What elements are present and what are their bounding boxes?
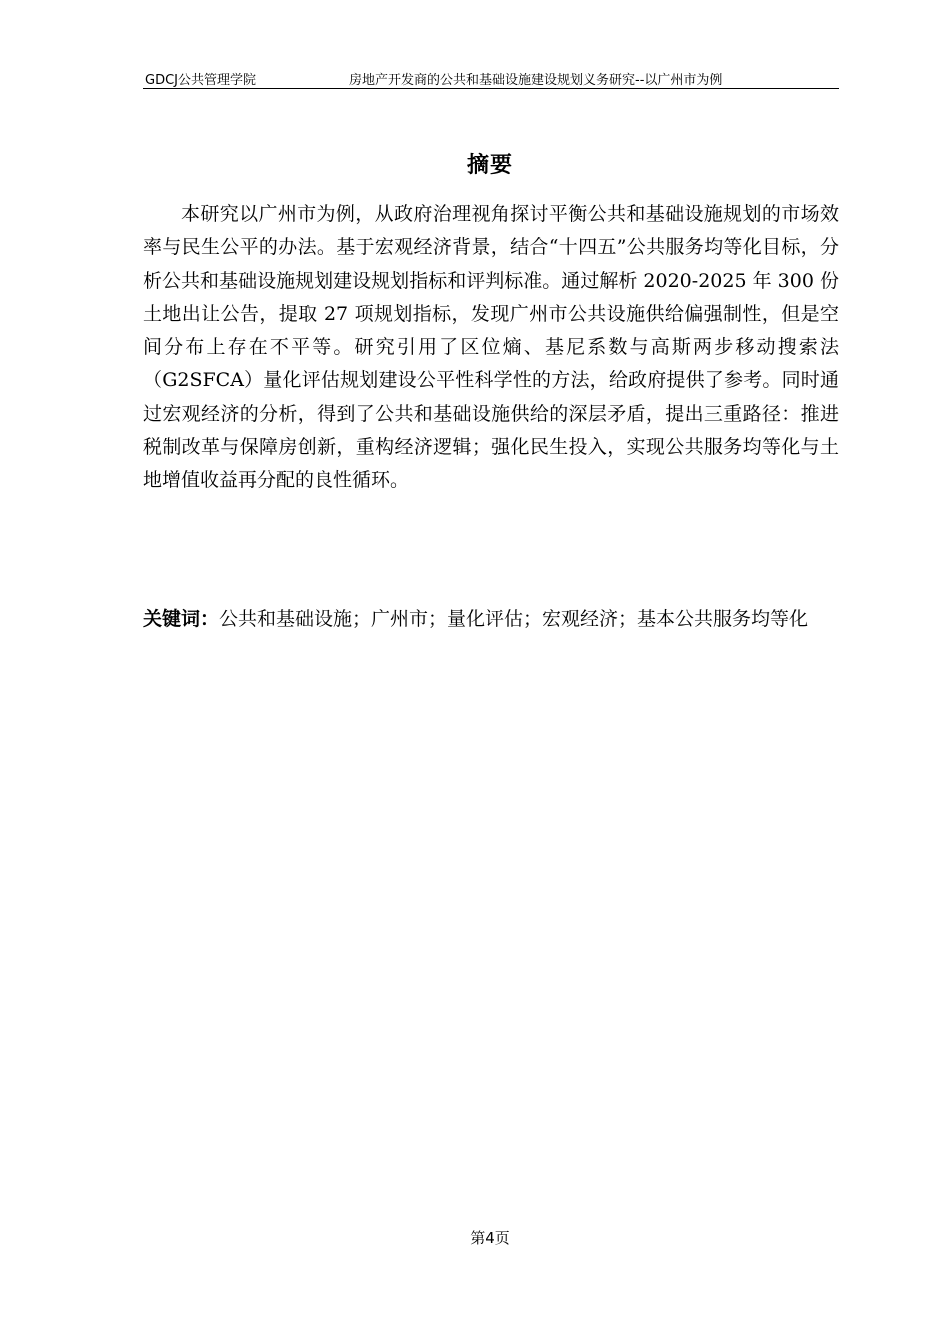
running-header — [143, 68, 839, 89]
header-institution: GDCJ公共管理学院 — [145, 73, 256, 88]
keywords-text: 公共和基础设施；广州市；量化评估；宏观经济；基本公共服务均等化 — [219, 608, 809, 630]
keywords-paragraph — [143, 600, 839, 638]
page-number: 第4页 — [470, 1229, 510, 1247]
abstract-title: 摘要 — [466, 153, 513, 178]
header-thesis-title: 房地产开发商的公共和基础设施建设规划义务研究--以广州市为例 — [349, 73, 723, 88]
abstract-body: 本研究以广州市为例，从政府治理视角探讨平衡公共和基础设施规划的市场效率与民生公平的办法。基于宏观经济背景，结合“十四五”公共服务均等化目标，分析公共和基础设施规划建设规划指标和评判标准。通过解析 2020-2025 年 300 份土地出让公告，提取 27 项规划指标，发现广州市公共设施供给偏强制性，但是空间分布上存在不平等。研究引用了区位熵、基尼系数与高斯两步移动搜索法（G2SFCA）量化评估规划建设公平性科学性的方法，给政府提供了参考。同时通过宏观经济的分析，得到了公共和基础设施供给的深层矛盾，提出三重路径：推进税制改革与保障房创新，重构经济逻辑；强化民生投入，实现公共服务均等化与土地增值收益再分配的良性循环。 — [143, 203, 839, 492]
keywords-label: 关键词： — [143, 608, 220, 630]
